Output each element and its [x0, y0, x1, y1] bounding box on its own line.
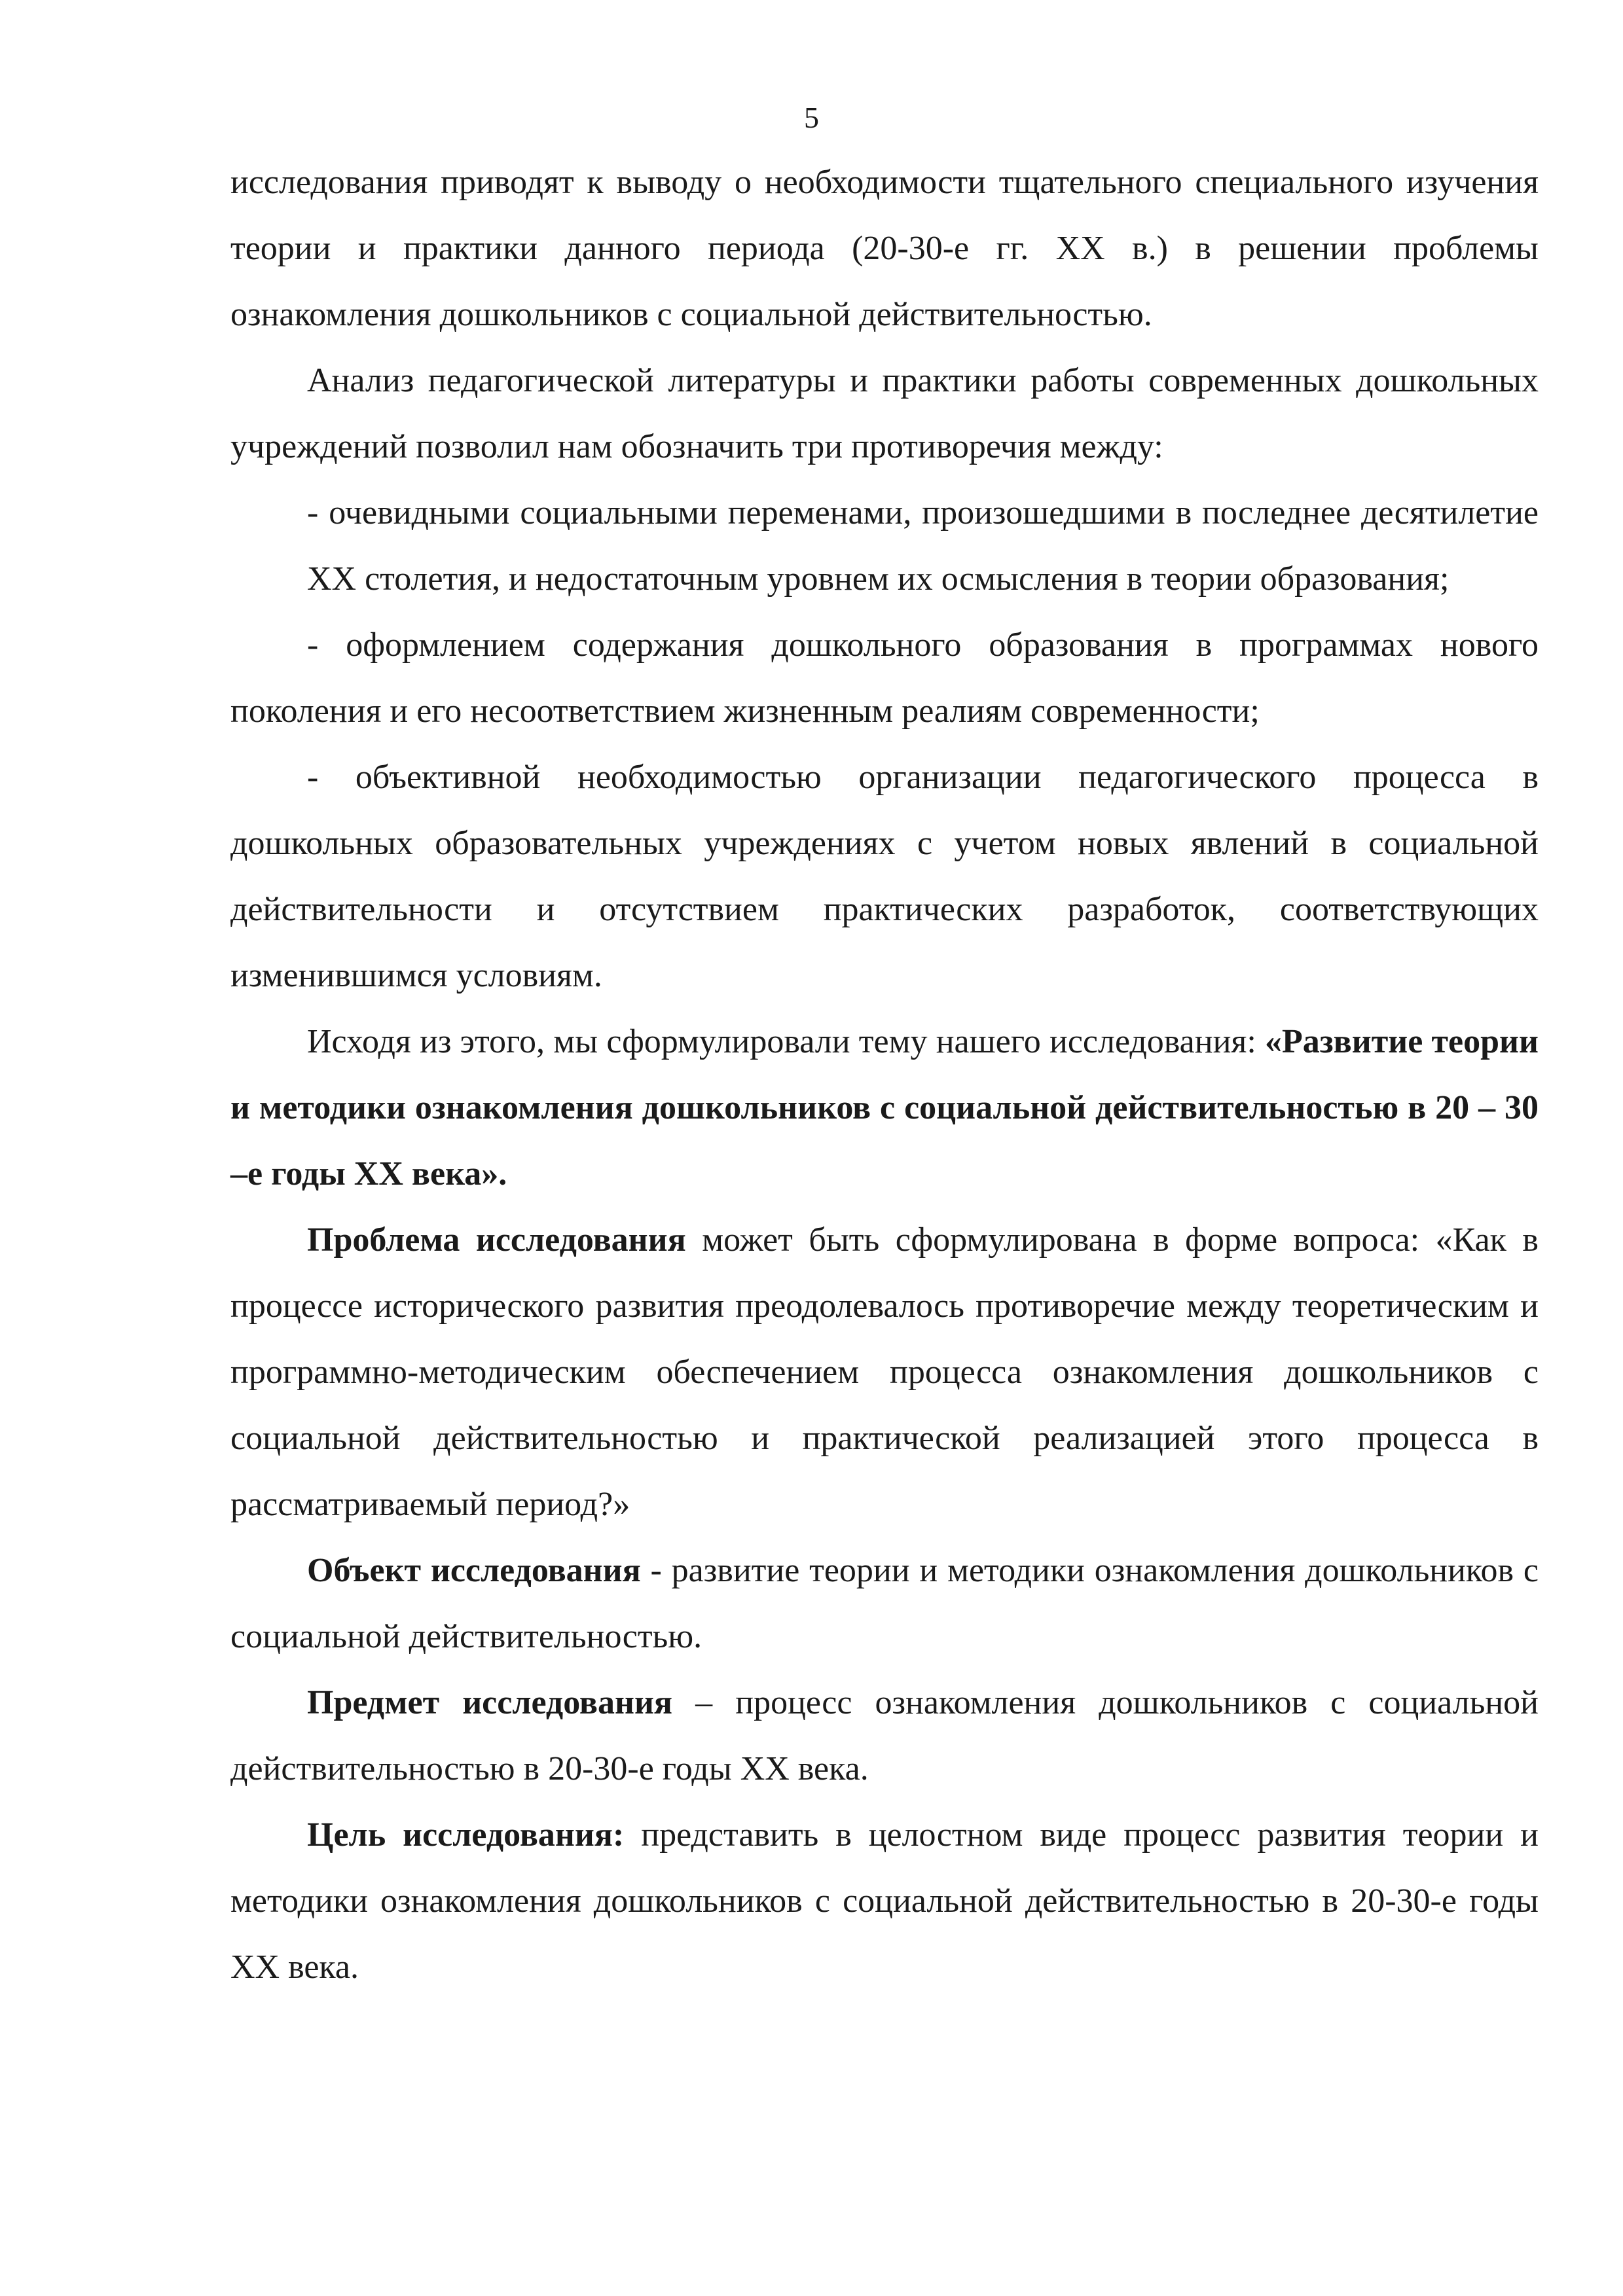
contradiction-item-2: - оформлением содержания дошкольного образования в программах нового поколения и его несоответствием жизненным реалиям современности;: [230, 626, 1539, 730]
research-topic-title: «Развитие теории и методики ознакомления дошкольников с социальной действительностью в 20 – 30 –е годы XX века».: [230, 1023, 1539, 1193]
goal-term: Цель исследования:: [307, 1816, 625, 1854]
page-number: 5: [804, 101, 819, 134]
goal-text: представить в целостном виде процесс развития теории и методики ознакомления дошкольников с социальной действительностью в 20-30-е годы XX века.: [230, 1816, 1539, 1986]
object-text: - развитие теории и методики ознакомления дошкольников с социальной действительностью.: [230, 1552, 1539, 1655]
document-body: [230, 149, 1539, 2000]
paragraph-goal: [230, 1802, 1539, 2000]
paragraph-topic: [230, 1009, 1539, 1207]
paragraph-subject: [230, 1670, 1539, 1802]
subject-term: Предмет исследования: [307, 1684, 673, 1721]
paragraph-analysis: Анализ педагогической литературы и практики работы современных дошкольных учреждений позволил нам обозначить три противоречия между:: [230, 362, 1539, 465]
paragraph-problem: [230, 1207, 1539, 1537]
paragraph-continuation: исследования приводят к выводу о необходимости тщательного специального изучения теории и практики данного периода (20-30-е гг. XX в.) в решении проблемы ознакомления дошкольников с социальной действительностью.: [230, 164, 1539, 333]
subject-text: – процесс ознакомления дошкольников с социальной действительностью в 20-30-е годы XX века.: [230, 1684, 1539, 1787]
topic-lead: Исходя из этого, мы сформулировали тему нашего исследования:: [307, 1023, 1265, 1060]
contradiction-item-1: - очевидными социальными переменами, произошедшими в последнее десятилетие XX столетия, и недостаточным уровнем их осмысления в теории образования;: [307, 494, 1539, 598]
problem-term: Проблема исследования: [307, 1221, 686, 1259]
object-term: Объект исследования: [307, 1552, 641, 1589]
paragraph-object: [230, 1537, 1539, 1670]
problem-text: может быть сформулирована в форме вопроса: «Как в процессе исторического развития преодолевалось противоречие между теоретическим и программно-методическим обеспечением процесса ознакомления дошкольников с социальной действительностью и практической реализацией этого процесса в рассматриваемый период?»: [230, 1221, 1539, 1523]
contradiction-item-3: - объективной необходимостью организации педагогического процесса в дошкольных образовательных учреждениях с учетом новых явлений в социальной действительности и отсутствием практических разработок, соответствующих изменившимся условиям.: [230, 759, 1539, 994]
